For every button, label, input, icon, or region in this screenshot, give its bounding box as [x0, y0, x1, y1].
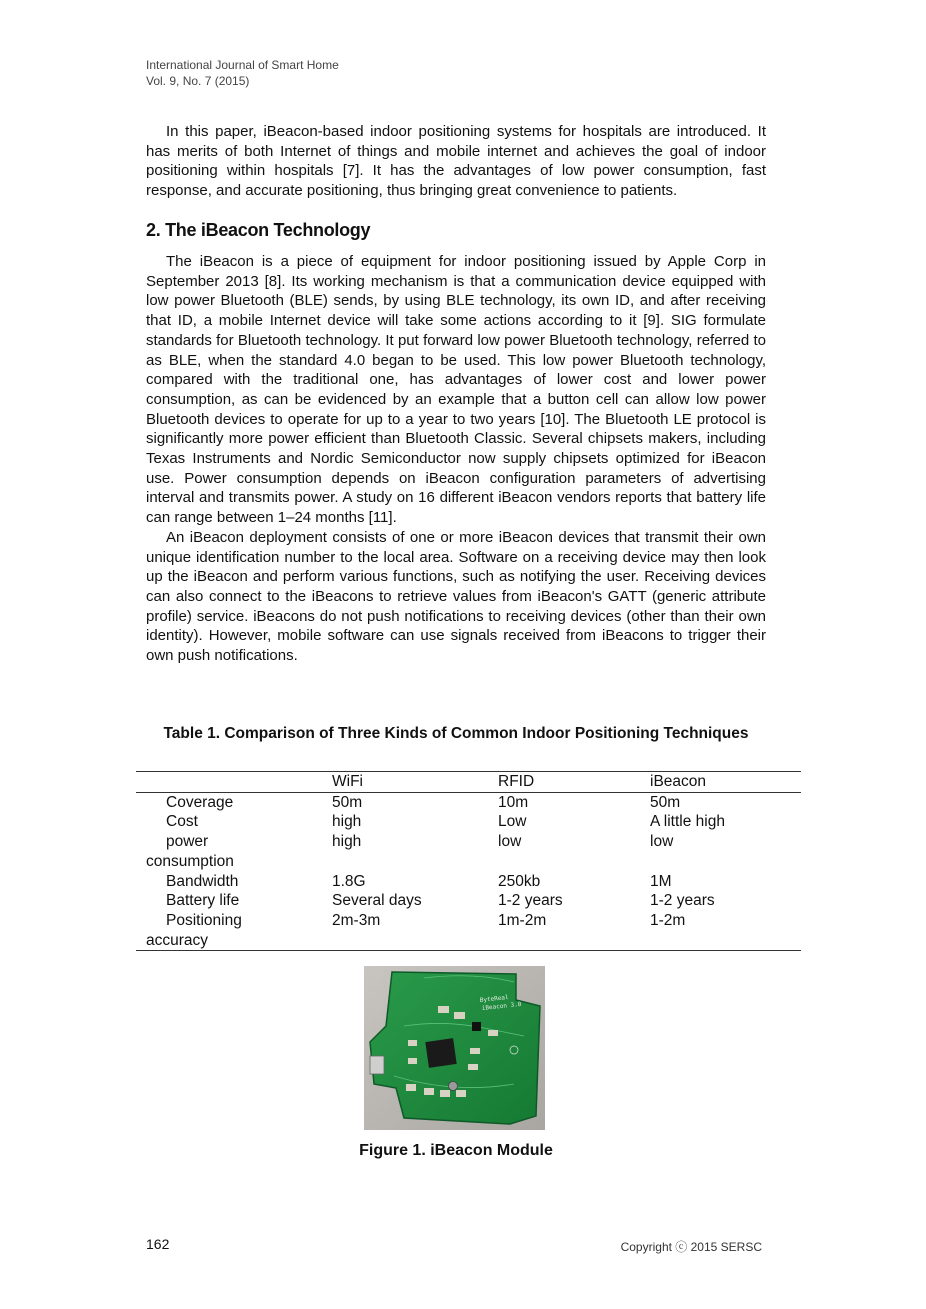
ibeacon-module-photo	[364, 966, 545, 1130]
copyright-notice: Copyright ⓒ 2015 SERSC	[620, 1240, 762, 1254]
journal-title: International Journal of Smart Home	[146, 58, 339, 72]
table-row	[136, 911, 801, 951]
cell-wifi: 2m-3m	[332, 911, 381, 929]
row-label	[136, 891, 332, 911]
push-button	[449, 1082, 458, 1091]
cell-rfid: 10m	[498, 793, 529, 811]
row-label-text: Cost	[166, 813, 198, 831]
header-cell-rfid: RFID	[498, 773, 535, 790]
smd-component	[406, 1084, 416, 1091]
journal-volume: Vol. 9, No. 7 (2015)	[146, 74, 250, 88]
row-label	[136, 792, 332, 812]
smd-component	[438, 1006, 449, 1013]
cell-wifi: high	[332, 813, 362, 831]
smd-component	[408, 1040, 417, 1046]
header-cell-empty	[136, 772, 332, 793]
smd-component	[488, 1030, 498, 1036]
cell-wifi: high	[332, 833, 362, 851]
table-caption: Table 1. Comparison of Three Kinds of Common Indoor Positioning Techniques	[163, 725, 749, 742]
smd-component	[408, 1058, 417, 1064]
intro-paragraph: In this paper, iBeacon-based indoor positioning systems for hospitals are introduced. It has merits of both Internet of things and mobile internet and achieves the goal of indoor positioning within hospitals [7]. It has the advantages of low power consumption, fast response, and accurate positioning, thus bringing great convenience to patients.	[146, 123, 766, 200]
pcb-illustration	[364, 966, 545, 1130]
smd-component	[424, 1088, 434, 1095]
row-label	[136, 832, 332, 871]
cell-rfid: 250kb	[498, 872, 541, 890]
row-label-text: power	[166, 833, 209, 851]
microcontroller-chip	[425, 1038, 456, 1068]
row-label	[136, 911, 332, 951]
cell-ibeacon: A little high	[650, 813, 725, 831]
silkscreen-version: iBeacon 3.0	[481, 1000, 522, 1012]
section-heading: 2. The iBeacon Technology	[146, 220, 371, 240]
table-row	[136, 832, 801, 871]
row-label-continuation: accuracy	[146, 931, 209, 949]
figure-caption: Figure 1. iBeacon Module	[359, 1142, 553, 1159]
cell-rfid: Low	[498, 813, 527, 831]
paragraph-ibeacon-overview: The iBeacon is a piece of equipment for indoor positioning issued by Apple Corp in September 2013 [8]. Its working mechanism is that a communication device equipped with low power Bluetooth (BLE) sends, by using BLE technology, its own ID, and after receiving that ID, a mobile Internet device will take some actions according to it [9]. SIG formulate standards for Bluetooth technology. It put forward low power Bluetooth technology, referred to as BLE, when the standard 4.0 began to be used. This low power Bluetooth technology, compared with the traditional one, has advantages of lower cost and lower power consumption, as can be evidenced by an example that a button cell can allow low power Bluetooth devices to operate for up to a year to two years [10]. The Bluetooth LE protocol is significantly more power efficient than Bluetooth Classic. Several chipsets makers, including Texas Instruments and Nordic Semiconductor now supply chipsets optimized for iBeacon use. Power consumption depends on iBeacon configuration parameters of advertising interval and transmits power. A study on 16 different iBeacon vendors reports that battery life can range between 1–24 months [11].	[146, 253, 766, 527]
cell-rfid: 1-2 years	[498, 892, 563, 910]
smd-component	[468, 1064, 478, 1070]
section-body	[146, 252, 766, 666]
header-cell-ibeacon: iBeacon	[650, 773, 707, 790]
smd-component	[456, 1090, 466, 1097]
smd-component	[440, 1090, 450, 1097]
silkscreen-brand: ByteReal	[479, 994, 509, 1004]
cell-rfid: 1m-2m	[498, 911, 547, 929]
intro-section	[146, 122, 766, 201]
cell-wifi: 50m	[332, 793, 363, 811]
comparison-table	[136, 771, 801, 951]
header-cell-wifi: WiFi	[332, 773, 363, 790]
row-label	[136, 872, 332, 892]
row-label-text: Battery life	[166, 892, 240, 910]
cell-wifi: 1.8G	[332, 872, 366, 890]
cell-ibeacon: 1-2 years	[650, 892, 715, 910]
cell-rfid: low	[498, 833, 522, 851]
table-header-row	[136, 772, 801, 793]
page-number: 162	[146, 1236, 170, 1252]
row-label-text: Bandwidth	[166, 872, 239, 890]
smd-component	[472, 1022, 481, 1031]
table-row	[136, 792, 801, 812]
table-row	[136, 872, 801, 892]
cell-ibeacon: 1-2m	[650, 911, 686, 929]
cell-ibeacon: 1M	[650, 872, 672, 890]
cell-ibeacon: 50m	[650, 793, 681, 811]
cell-wifi: Several days	[332, 892, 422, 910]
row-label-text: Positioning	[166, 911, 242, 929]
paragraph-ibeacon-deployment: An iBeacon deployment consists of one or more iBeacon devices that transmit their own unique identification number to the local area. Software on a receiving device may then look up the iBeacon and perform various functions, such as notifying the user. Receiving devices can also connect to the iBeacons to retrieve values from iBeacon's GATT (generic attribute profile) service. iBeacons do not push notifications to receiving devices (other than their own identity). However, mobile software can use signals received from iBeacons to trigger their own push notifications.	[146, 528, 766, 665]
smd-component	[470, 1048, 480, 1054]
usb-connector	[370, 1056, 384, 1074]
running-header	[146, 57, 339, 89]
row-label-text: Coverage	[166, 793, 234, 811]
row-label	[136, 812, 332, 832]
row-label-continuation: consumption	[146, 852, 234, 870]
table-row	[136, 812, 801, 832]
table-row	[136, 891, 801, 911]
smd-component	[454, 1012, 465, 1019]
cell-ibeacon: low	[650, 833, 674, 851]
